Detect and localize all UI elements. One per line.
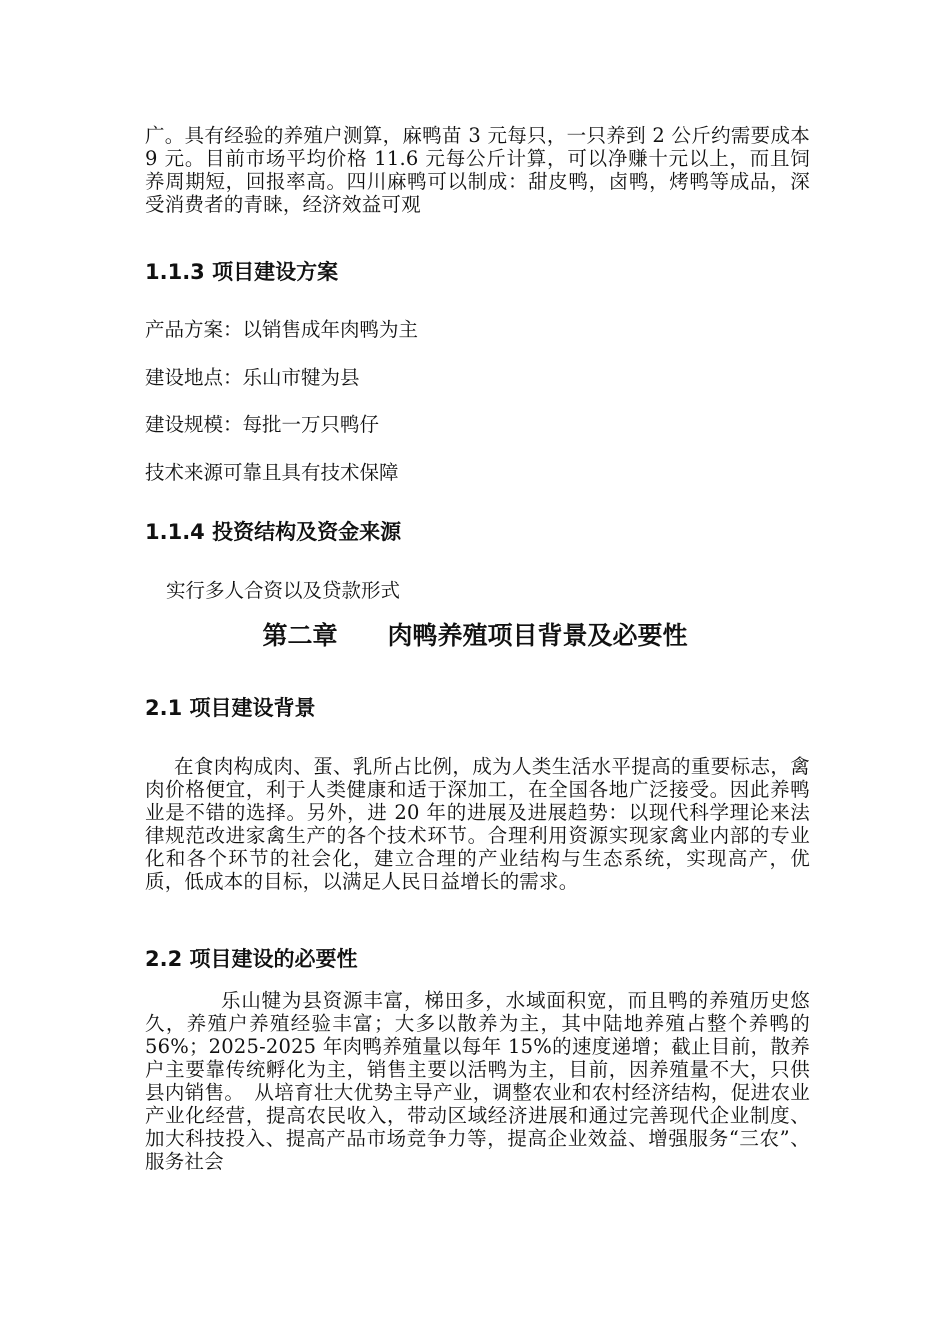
chapter-2-title: 第二章 肉鸭养殖项目背景及必要性	[262, 621, 688, 650]
location-line: 建设地点：乐山市犍为县	[145, 366, 360, 389]
product-plan-line: 产品方案：以销售成年肉鸭为主	[145, 318, 419, 341]
technology-line: 技术来源可靠且具有技术保障	[145, 461, 399, 484]
section-2-1-paragraph: 在食肉构成肉、蛋、乳所占比例，成为人类生活水平提高的重要标志，禽肉价格便宜，利于人类健康和适于深加工，在全国各地广泛接受。因此养鸭业是不错的选择。另外，进 20 年的进展及进展趋势：以现代科学理论来法律规范改进家禽生产的各个技术环节。合理利用资源实现家禽业内部的专业化和各个环节的社会化，建立合理的产业结构与生态系统，实现高产，优质，低成本的目标，以满足人民日益增长的需求。	[145, 755, 810, 893]
section-2-2-paragraph: 乐山犍为县资源丰富，梯田多，水域面积宽，而且鸭的养殖历史悠久，养殖户养殖经验丰富；大多以散养为主，其中陆地养殖占整个养鸭的 56%；2025-2025 年肉鸭养殖量以每年 15%的速度递增；截止目前，散养户主要靠传统孵化为主，销售主要以活鸭为主，目前，因养殖量不大，只供县内销售。 从培育壮大优势主导产业，调整农业和农村经济结构，促进农业产业化经营，提高农民收入，带动区域经济进展和通过完善现代企业制度、加大科技投入、提高产品市场竞争力等，提高企业效益、增强服务“三农”、服务社会	[145, 989, 810, 1173]
section-1-1-3-heading: 1.1.3 项目建设方案	[145, 260, 339, 284]
section-1-1-4-heading: 1.1.4 投资结构及资金来源	[145, 520, 402, 544]
section-2-1-heading: 2.1 项目建设背景	[145, 696, 316, 720]
intro-paragraph: 广。具有经验的养殖户测算，麻鸭苗 3 元每只，一只养到 2 公斤约需要成本 9 元。目前市场平均价格 11.6 元每公斤计算，可以净赚十元以上，而且饲养周期短，回报率高。四川麻鸭可以制成：甜皮鸭，卤鸭，烤鸭等成品，深受消费者的青睐，经济效益可观	[145, 124, 810, 216]
investment-line: 实行多人合资以及贷款形式	[166, 579, 401, 602]
scale-line: 建设规模：每批一万只鸭仔	[145, 413, 380, 436]
section-2-2-heading: 2.2 项目建设的必要性	[145, 947, 358, 971]
